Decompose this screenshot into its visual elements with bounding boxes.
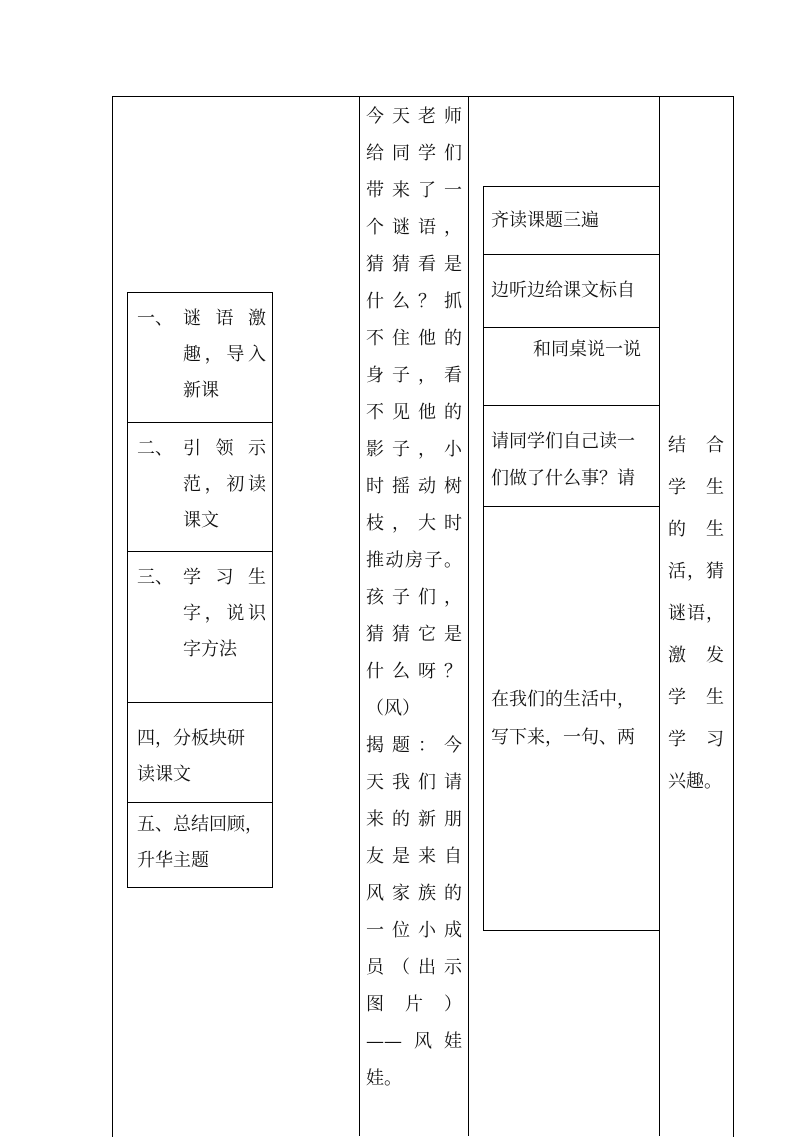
step-text: 字，说识	[183, 603, 266, 624]
step-text: 范，初读	[183, 474, 266, 495]
teacher-text-line: 给同学们	[366, 143, 462, 164]
teacher-text-line: 时摇动树	[366, 476, 462, 497]
step-text: 学 习 生	[183, 567, 266, 588]
student-activity-text: 们做了什么事？请	[491, 468, 635, 489]
step-number: 二、	[137, 438, 173, 459]
teacher-text-line: 推动房子。	[366, 550, 462, 571]
teacher-text-line: 娃。	[366, 1068, 402, 1089]
teacher-text-line: 今天老师	[366, 106, 462, 127]
student-activity-1	[483, 186, 660, 255]
step-text: 读课文	[137, 764, 191, 785]
purpose-text-line: 激 发	[668, 645, 724, 666]
student-activity-text: 齐读课题三遍	[491, 210, 599, 231]
student-activity-text: 在我们的生活中，	[491, 689, 635, 710]
teacher-text-line: 揭题：今	[366, 735, 462, 756]
student-activity-5	[483, 506, 660, 931]
step-text: 谜 语 激	[183, 308, 266, 329]
purpose-text-line: 活，猜	[668, 561, 724, 582]
student-activity-text: 和同桌说一说	[533, 339, 641, 360]
teacher-text-line: 枝，大时	[366, 513, 462, 534]
teacher-text-line: 一位小成	[366, 920, 462, 941]
step-text: 趣，导入	[183, 344, 266, 365]
step-text: 四，分板块研	[137, 728, 245, 749]
teacher-text-line: 友是来自	[366, 846, 462, 867]
purpose-text-line: 学 习	[668, 729, 724, 750]
design-purpose-text	[668, 425, 724, 803]
teacher-text-line: 猜猜它是	[366, 624, 462, 645]
column-divider-1	[359, 96, 360, 1136]
teacher-text-line: 带来了一	[366, 180, 462, 201]
teacher-text-line: 风家族的	[366, 883, 462, 904]
teacher-text-line: 天我们请	[366, 772, 462, 793]
step-text: 五、总结回顾，	[137, 814, 263, 835]
teacher-text-line: ——风娃	[366, 1031, 462, 1052]
student-activity-2	[483, 254, 660, 328]
step-text: 字方法	[183, 639, 237, 660]
step-text: 新课	[183, 380, 219, 401]
step-text: 引 领 示	[183, 438, 266, 459]
teacher-text-line: 来的新朋	[366, 809, 462, 830]
teacher-text-line: 影子，小	[366, 439, 462, 460]
purpose-text-line: 结 合	[668, 435, 724, 456]
teacher-text-line: 员（出示	[366, 957, 462, 978]
step-text: 升华主题	[137, 850, 209, 871]
column-divider-2	[468, 96, 469, 1136]
student-activity-text: 写下来，一句、两	[491, 727, 635, 748]
purpose-text-line: 学 生	[668, 477, 724, 498]
purpose-text-line: 兴趣。	[668, 771, 722, 792]
teacher-text-line: 图 片 ）	[366, 994, 462, 1015]
teacher-text-line: 猜猜看是	[366, 254, 462, 275]
purpose-text-line: 谜语，	[668, 603, 724, 624]
teacher-text-line: 不见他的	[366, 402, 462, 423]
outline-step-2	[128, 423, 272, 552]
student-activity-text: 边听边给课文标自	[491, 280, 635, 301]
teacher-text-line: 不住他的	[366, 328, 462, 349]
student-activity-text: 请同学们自己读一	[491, 431, 635, 452]
teacher-text-line: 孩子们，	[366, 587, 462, 608]
outline-step-5	[128, 803, 272, 887]
purpose-text-line: 学 生	[668, 687, 724, 708]
outline-step-1	[128, 293, 272, 423]
teacher-text-line: （风）	[366, 698, 420, 719]
step-number: 三、	[137, 567, 173, 588]
lesson-outline-table	[127, 292, 273, 888]
teacher-text-line: 什么？抓	[366, 291, 462, 312]
step-number: 一、	[137, 308, 173, 329]
outline-step-3	[128, 552, 272, 703]
student-activity-4	[483, 405, 660, 507]
outline-step-4	[128, 703, 272, 803]
step-text: 课文	[183, 510, 219, 531]
teacher-text-line: 身子，看	[366, 365, 462, 386]
teacher-text-line: 什么呀？	[366, 661, 462, 682]
student-activity-3	[483, 327, 660, 406]
purpose-text-line: 的 生	[668, 519, 724, 540]
teacher-activity-text	[366, 98, 462, 1097]
teacher-text-line: 个谜语，	[366, 217, 462, 238]
